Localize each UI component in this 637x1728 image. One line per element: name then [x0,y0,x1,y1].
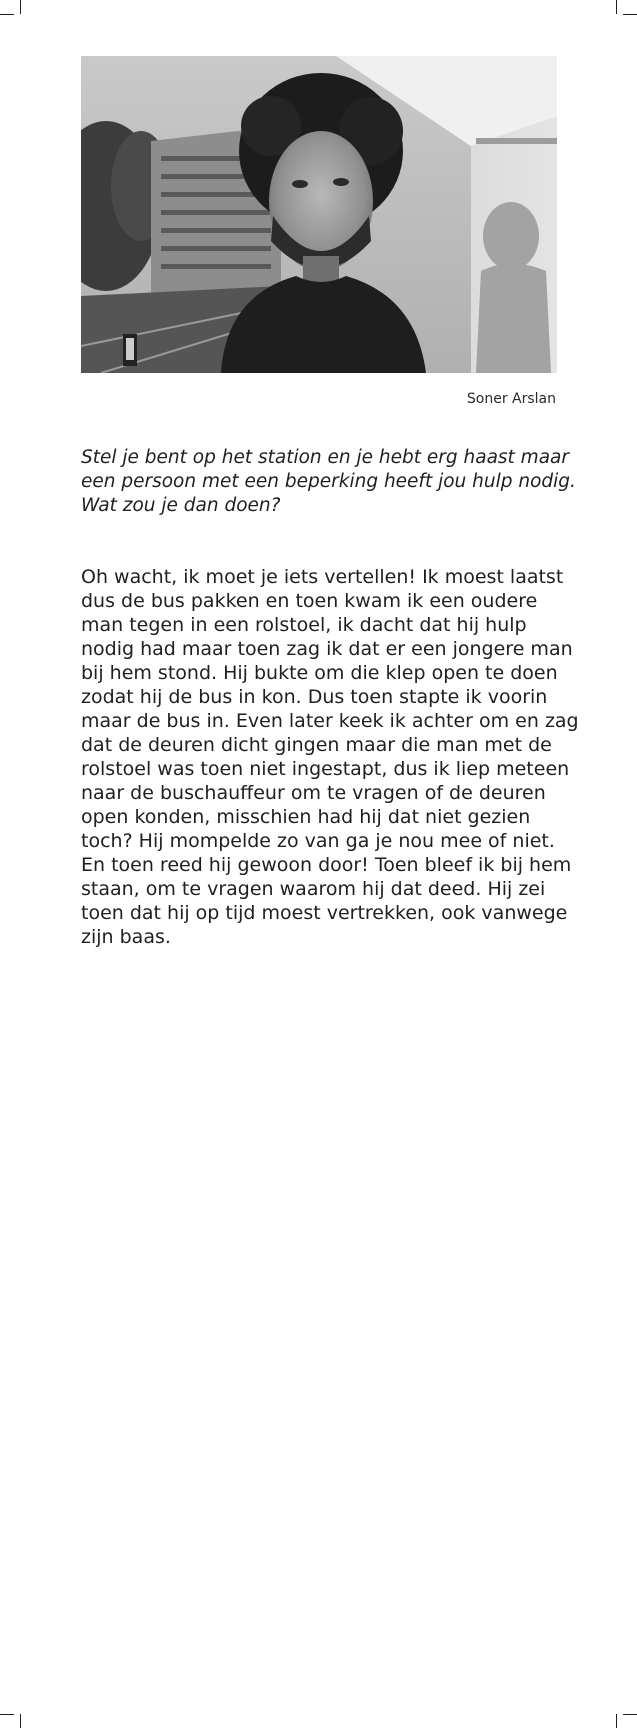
portrait-photo [81,56,557,373]
crop-mark-top-left [20,0,21,14]
crop-mark-bottom-right [616,1714,617,1728]
crop-mark-top-right [616,0,617,14]
interview-question: Stel je bent op het station en je hebt erg haast maar een persoon met een beperking heeft jou hulp nodig. Wat zou je dan doen? [81,447,576,516]
crop-mark-top-right [623,14,637,15]
story-text: Oh wacht, ik moet je iets vertellen! Ik moest laatst dus de bus pakken en toen kwam ik een oudere man tegen in een rolstoel, ik dacht dat hij hulp nodig had maar toen zag ik dat er een jongere man bij hem stond. Hij bukte om die klep open te doen zodat hij de bus in kon. Dus toen stapte ik voorin maar de bus in. Even later keek ik achter om en zag dat de deuren dicht gingen maar die man met de rolstoel was toen niet ingestapt, dus ik liep meteen naar de buschauffeur om te vragen of de deuren open konden, misschien had hij dat niet gezien toch? Hij mompelde zo van ga je nou mee of niet. En toen reed hij gewoon door! Toen bleef ik bij hem staan, om te vragen waarom hij dat deed. Hij zei toen dat hij op tijd moest vertrekken, ook vanwege zijn baas. [81,566,579,948]
crop-mark-top-left [0,14,14,15]
crop-mark-bottom-left [20,1714,21,1728]
crop-mark-bottom-left [0,1714,14,1715]
crop-mark-bottom-right [623,1714,637,1715]
photo-caption: Soner Arslan [466,391,556,407]
